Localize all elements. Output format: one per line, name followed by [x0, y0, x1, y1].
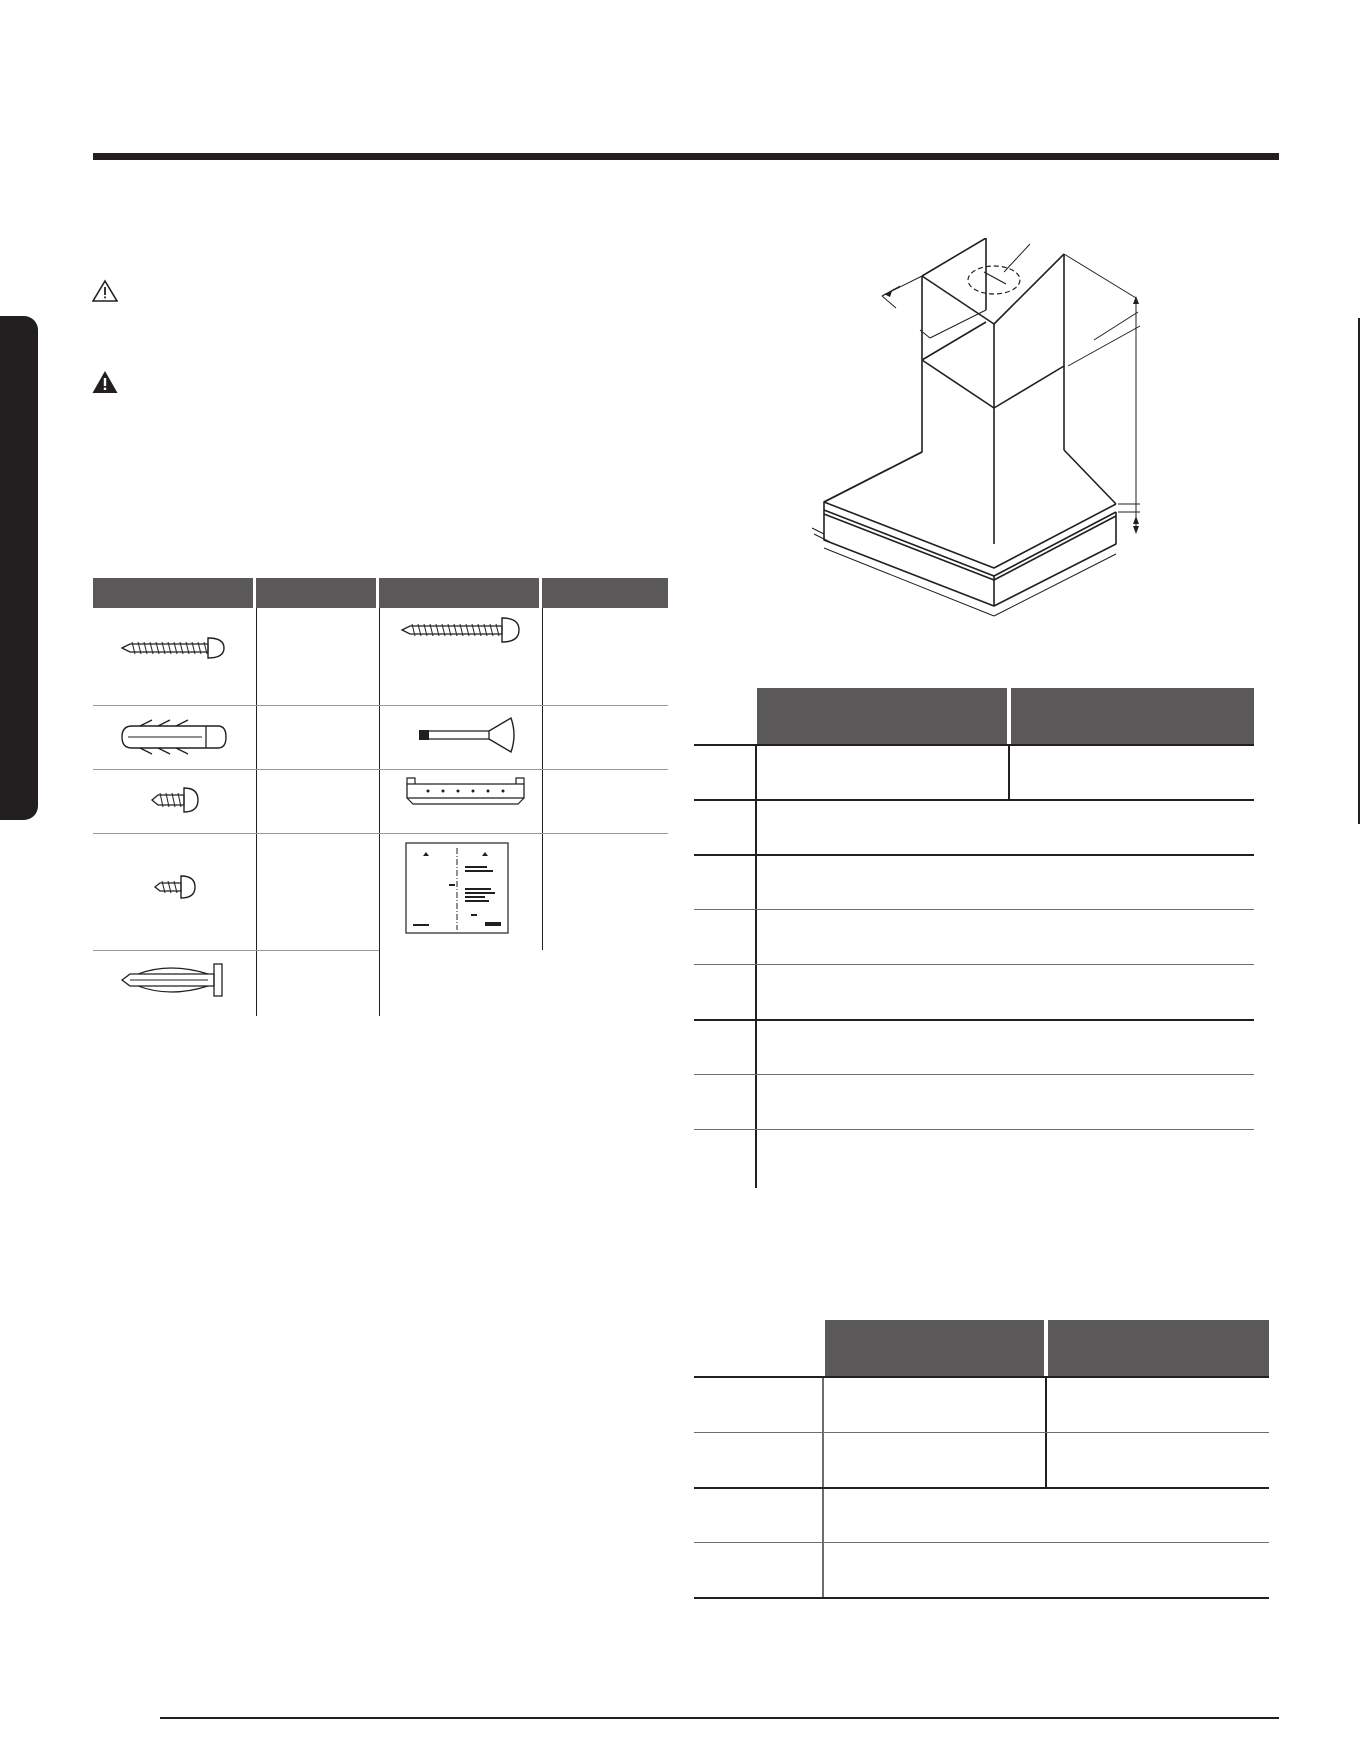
dimension-header-cell	[1011, 688, 1254, 744]
spec-row-divider	[694, 1597, 1269, 1599]
screwdriver-bit-icon	[413, 714, 523, 756]
range-hood-dimension-diagram-icon	[800, 238, 1180, 678]
part-label	[544, 706, 668, 769]
spec-row-value	[825, 1378, 1044, 1432]
dimension-row-divider	[694, 964, 1254, 965]
dimension-row-divider	[694, 909, 1254, 910]
dimension-row-label	[694, 856, 754, 909]
spec-row-label	[694, 1378, 820, 1432]
parts-header-cell	[93, 578, 253, 608]
plastic-anchor-icon	[118, 958, 230, 1002]
dimension-header-cell	[757, 688, 1007, 744]
dimension-row-value	[757, 1131, 1254, 1186]
part-label	[544, 834, 668, 950]
caution-triangle-outline-icon	[92, 279, 118, 303]
dimension-row-divider	[694, 1129, 1254, 1130]
parts-col-divider	[379, 608, 380, 1016]
spec-row-label	[694, 1489, 820, 1542]
dimension-row-value	[757, 746, 1007, 799]
spec-row-value	[1048, 1433, 1269, 1487]
dimension-row-label	[694, 746, 754, 799]
dimension-col-divider	[1008, 744, 1010, 800]
dimension-row-value	[757, 856, 1254, 909]
spec-row-value	[825, 1433, 1044, 1487]
dimension-row-label	[694, 801, 754, 854]
dimension-row-value	[757, 911, 1254, 964]
spec-header-cell	[825, 1320, 1044, 1376]
parts-header-cell	[256, 578, 376, 608]
header-rule	[93, 153, 1279, 160]
section-side-tab-label	[0, 316, 38, 820]
parts-header-cell	[379, 578, 539, 608]
dimension-row-divider	[694, 1074, 1254, 1075]
part-label	[544, 770, 668, 833]
part-label	[258, 770, 377, 833]
dimension-row-value	[757, 966, 1254, 1019]
part-label	[258, 951, 377, 1016]
part-label	[258, 706, 377, 769]
dimension-row-value	[757, 1021, 1254, 1074]
spec-table	[694, 1320, 1269, 1600]
installation-template-icon	[405, 842, 509, 934]
part-label	[544, 608, 668, 705]
right-edge-mark	[1358, 318, 1360, 824]
dimension-row-label	[694, 1021, 754, 1074]
parts-header-cell	[542, 578, 668, 608]
spec-row-label	[694, 1544, 820, 1597]
footer-rule	[160, 1717, 1279, 1719]
small-screw-icon	[151, 870, 199, 904]
parts-col-divider	[256, 608, 257, 1016]
parts-col-divider	[542, 608, 543, 950]
dimension-row-label	[694, 1131, 754, 1186]
spec-row-label	[694, 1433, 820, 1487]
spec-row-value	[825, 1489, 1269, 1542]
spec-row-value	[1048, 1378, 1269, 1432]
dimension-table	[694, 688, 1254, 1188]
long-wood-screw-icon	[398, 612, 523, 648]
dimension-row-value	[1011, 746, 1254, 799]
spec-row-value	[825, 1544, 1269, 1597]
short-screw-icon	[148, 782, 202, 818]
part-label	[258, 834, 377, 950]
mounting-bracket-icon	[403, 776, 528, 810]
dimension-row-label	[694, 911, 754, 964]
long-screw-icon	[118, 628, 228, 668]
dimension-row-label	[694, 1076, 754, 1129]
warning-triangle-filled-icon	[92, 370, 118, 394]
dimension-row-value	[757, 1076, 1254, 1129]
wall-anchor-icon	[118, 716, 230, 758]
part-label	[258, 608, 377, 705]
dimension-row-value	[757, 801, 1254, 854]
spec-row-divider	[694, 1542, 1269, 1543]
dimension-row-label	[694, 966, 754, 1019]
parts-table	[93, 578, 668, 1016]
spec-header-cell	[1048, 1320, 1269, 1376]
